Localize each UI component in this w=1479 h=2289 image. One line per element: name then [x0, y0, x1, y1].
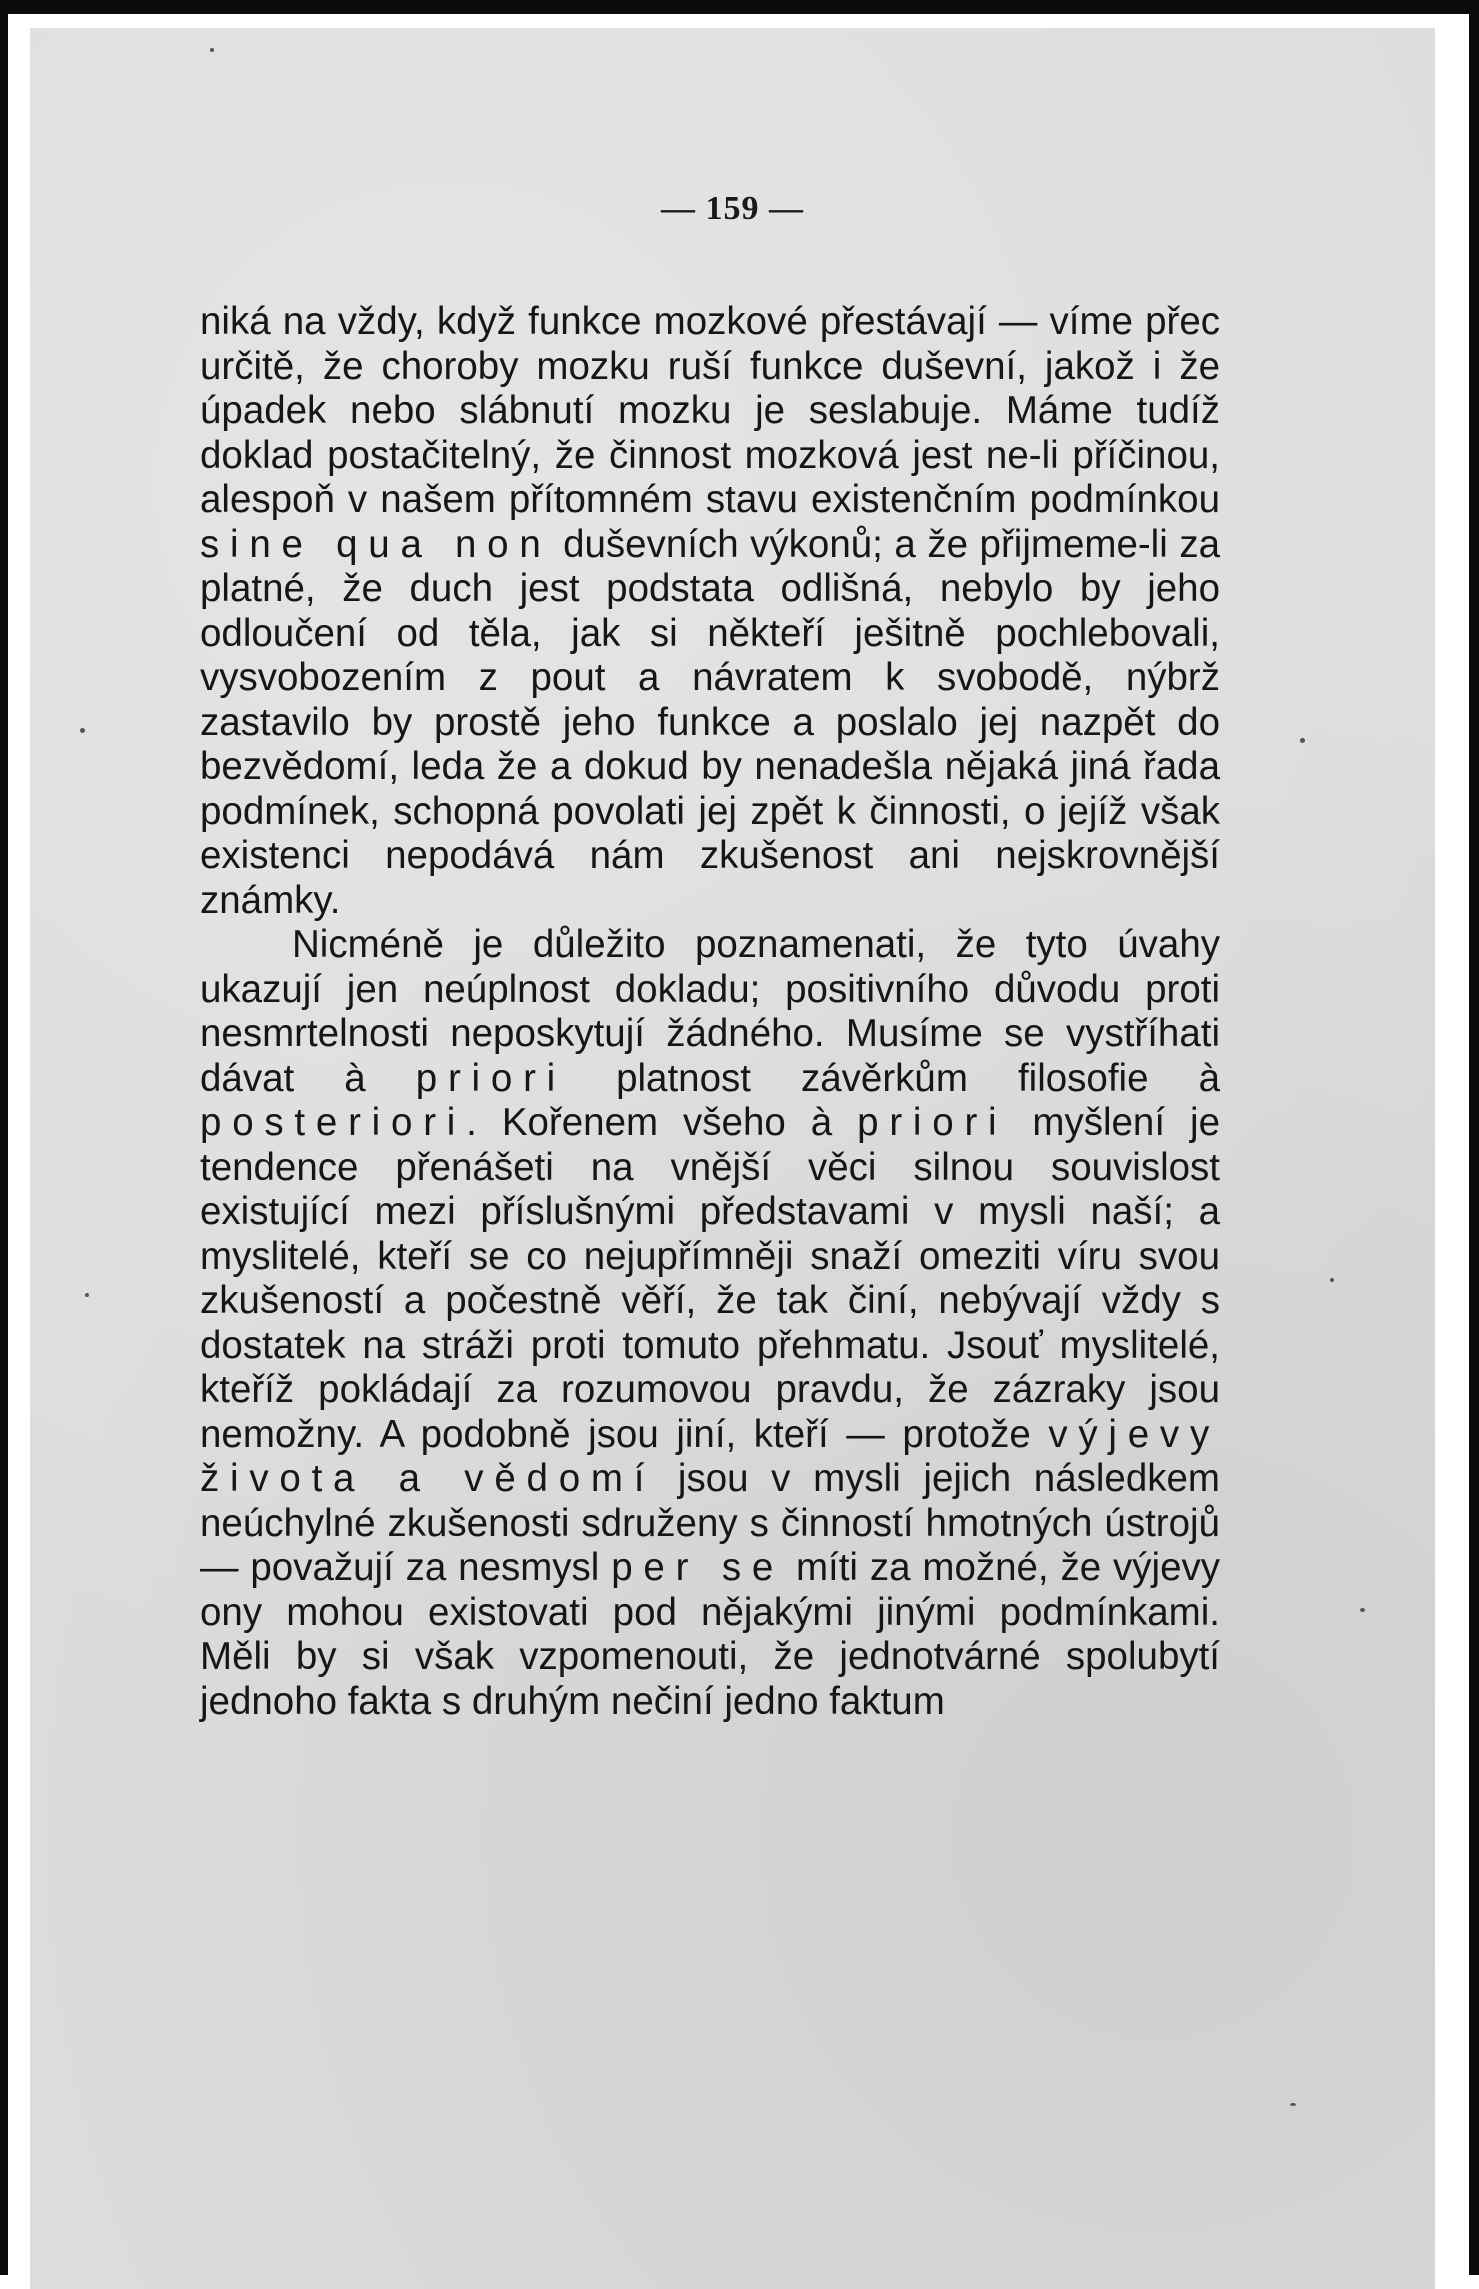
paragraph-2-text-k: míti za možné, že výjevy ony mohou existovati pod nějakými jinými podmínkami. Měli by si však vzpomenouti, že jednotvárné spolubytí jednoho fakta s druhým nečiní jedno faktum: [200, 1546, 1220, 1723]
scan-speck: [1290, 2103, 1296, 2106]
latin-term-per-se: per se: [611, 1546, 785, 1589]
latin-term-priori: priori: [415, 1056, 567, 1100]
paragraph-1-text-a: niká na vždy, když funkce mozkové přestávají — víme přec určitě, že choroby mozku ruší funkce duševní, jakož i že úpadek nebo slábnutí mozku je seslabuje. Máme tudíž doklad postačitelný, že činnost mozková jest ne-li příčinou, alespoň v našem přítomném stavu existenčním podmínkou: [200, 300, 1220, 521]
paragraph-2-text-a: Nicméně je důležito poznamenati, že tyto úvahy ukazují jen neúplnost dokladu; positivního důvodu proti nesmrtelnosti neposkytují žádného. Musíme se vystříhati dávat à: [200, 923, 1220, 1100]
body-text: [200, 300, 1220, 1724]
page-number: — 159 —: [661, 190, 804, 227]
latin-term-priori-2: priori: [857, 1101, 1008, 1144]
paragraph-2-text-e: . Kořenem všeho à: [466, 1101, 858, 1144]
scan-speck: [85, 1293, 89, 1297]
paragraph-2: [200, 923, 1220, 1724]
latin-term-posteriori: posteriori: [200, 1101, 467, 1144]
scan-speck: [80, 728, 85, 733]
paragraph-1-text-c: duševních výkonů; a že přijmeme-li za platné, že duch jest podstata odlišná, nebylo by jeho odloučení od těla, jak si někteří ješitně pochlebovali, vysvobozením z pout a návratem k svobodě, nýbrž zastavilo by prostě jeho funkce a poslalo jej nazpět do bezvědomí, leda že a dokud by nenadešla nějaká jiná řada podmínek, schopná povolati jej zpět k činnosti, o jejíž však existenci nepodává nám zkušenost ani nejskrovnější známky.: [200, 522, 1220, 922]
scan-speck: [1360, 1608, 1365, 1612]
book-page: [30, 28, 1435, 2289]
emphasized-phrase: výjevy života a vědomí: [200, 1412, 1220, 1500]
paragraph-2-text-i: jsou v mysli jejich následkem neúchylné zkušenosti sdruženy s činností hmotných ústrojů — považují za nesmysl: [200, 1457, 1220, 1589]
latin-phrase: sine qua non: [200, 522, 552, 566]
paragraph-2-text-g: myšlení je tendence přenášeti na vnější věci silnou souvislost existující mezi příslušnými představami v mysli naší; a myslitelé, kteří se co nejupřímněji snaží omeziti víru svou zkušeností a počestně věří, že tak činí, nebývají vždy s dostatek na stráži proti tomuto přehmatu. Jsouť myslitelé, kteříž pokládají za rozumovou pravdu, že zázraky jsou nemožny. A podobně jsou jiní, kteří — protože: [200, 1101, 1220, 1456]
paragraph-1: [200, 300, 1220, 923]
scan-speck: [1330, 1278, 1334, 1282]
scan-speck: [210, 48, 214, 52]
scan-speck: [1300, 738, 1305, 743]
paragraph-2-text-c: platnost závěrkům filosofie à: [566, 1056, 1220, 1100]
